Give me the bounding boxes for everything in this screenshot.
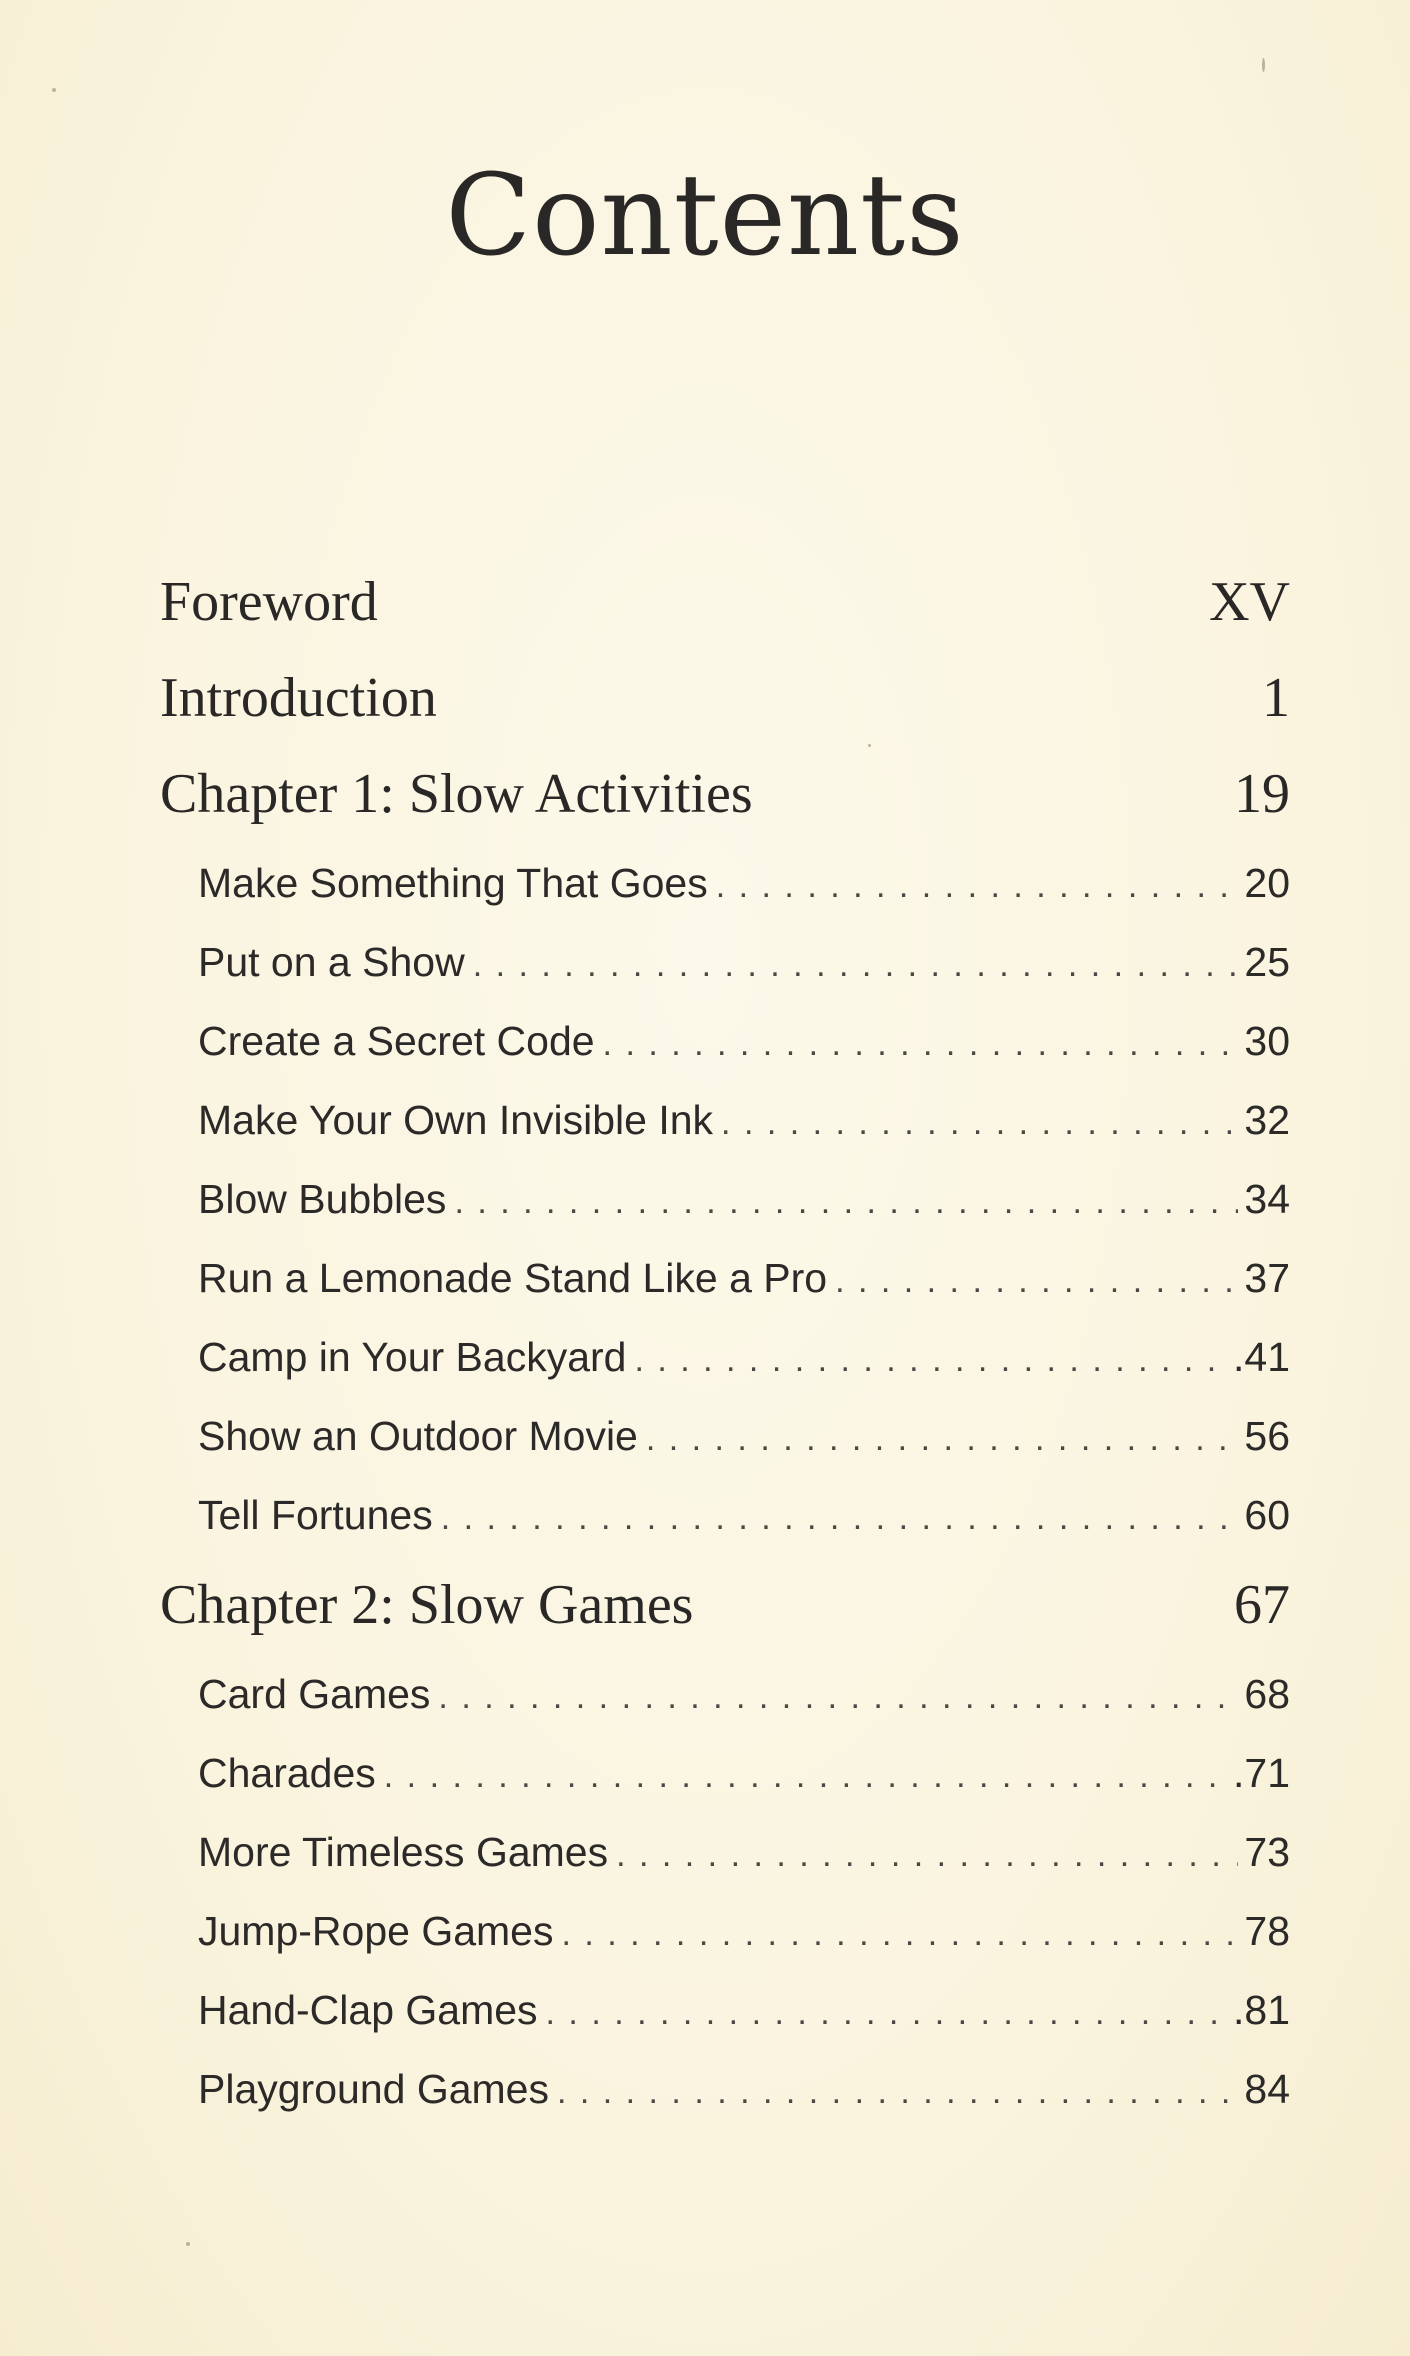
toc-entry-label: Show an Outdoor Movie (198, 1413, 638, 1459)
toc-entry-page: .71 (1233, 1750, 1290, 1796)
paper-speck (52, 88, 56, 92)
dot-leader (473, 946, 1239, 985)
toc-entry-label: Introduction (160, 667, 437, 729)
dot-leader (646, 1420, 1239, 1459)
toc-entry-label: Tell Fortunes (198, 1492, 433, 1538)
toc-entry-page: 56 (1244, 1413, 1290, 1459)
dot-leader (384, 1757, 1227, 1796)
toc-subentry[interactable] (198, 1908, 1290, 1964)
paper-speck (186, 2242, 190, 2246)
toc-entry-label: More Timeless Games (198, 1829, 609, 1875)
toc-entry-chapter-2[interactable] (160, 1573, 1290, 1643)
toc-entry-label: Hand-Clap Games (198, 1987, 538, 2033)
toc-entry-page: 34 (1244, 1176, 1290, 1222)
toc-entry-label: Create a Secret Code (198, 1018, 595, 1064)
dot-leader (557, 2073, 1238, 2112)
toc-entry-page: .41 (1233, 1334, 1290, 1380)
dot-leader (721, 1104, 1238, 1143)
toc-subentry[interactable] (198, 1176, 1290, 1232)
toc-subentry[interactable] (198, 860, 1290, 916)
toc-entry-page: 84 (1244, 2066, 1290, 2112)
toc-entry-label: Chapter 1: Slow Activities (160, 763, 753, 825)
toc-entry-page: 1 (1262, 667, 1290, 729)
dot-leader (716, 867, 1239, 906)
toc-entry-chapter-1[interactable] (160, 762, 1290, 832)
toc-entry-label: Blow Bubbles (198, 1176, 447, 1222)
toc-entry-label: Make Your Own Invisible Ink (198, 1097, 714, 1143)
toc-subentry[interactable] (198, 1750, 1290, 1806)
dot-leader (546, 1994, 1227, 2033)
toc-entry-label: Put on a Show (198, 939, 465, 985)
toc-entry-page: XV (1209, 571, 1290, 633)
dot-leader (454, 1183, 1238, 1222)
toc-subentry[interactable] (198, 1097, 1290, 1153)
toc-entry-page: 60 (1244, 1492, 1290, 1538)
toc-subentry[interactable] (198, 939, 1290, 995)
toc-entry-page: 73 (1244, 1829, 1290, 1875)
toc-entry-page: 67 (1234, 1574, 1290, 1636)
dot-leader (616, 1836, 1238, 1875)
page-title: Contents (445, 151, 965, 281)
toc-subentry[interactable] (198, 1255, 1290, 1311)
toc-subentry[interactable] (198, 1018, 1290, 1074)
toc-entry-page: 68 (1244, 1671, 1290, 1717)
toc-entry-label: Jump-Rope Games (198, 1908, 554, 1954)
toc-entry-page: 25 (1244, 939, 1290, 985)
toc-subentry[interactable] (198, 1413, 1290, 1469)
paper-speck (868, 744, 871, 747)
toc-entry-label: Card Games (198, 1671, 431, 1717)
toc-subentry[interactable] (198, 1987, 1290, 2043)
dot-leader (835, 1262, 1238, 1301)
toc-entry-label: Foreword (160, 571, 378, 633)
toc-entry-label: Chapter 2: Slow Games (160, 1574, 694, 1636)
dot-leader (561, 1915, 1238, 1954)
dot-leader (441, 1499, 1239, 1538)
toc-entry-label: Playground Games (198, 2066, 549, 2112)
toc-subentry[interactable] (198, 2066, 1290, 2122)
toc-entry-page: 37 (1244, 1255, 1290, 1301)
toc-subentry[interactable] (198, 1671, 1290, 1727)
toc-entry-label: Charades (198, 1750, 376, 1796)
paper-speck (1262, 58, 1265, 72)
dot-leader (438, 1678, 1238, 1717)
toc-entry-page: 32 (1244, 1097, 1290, 1143)
toc-entry-foreword[interactable] (160, 570, 1290, 640)
toc-subentry[interactable] (198, 1492, 1290, 1548)
toc-entry-label: Run a Lemonade Stand Like a Pro (198, 1255, 828, 1301)
toc-entry-page: 78 (1244, 1908, 1290, 1954)
toc-subentry[interactable] (198, 1334, 1290, 1390)
toc-entry-page: 30 (1244, 1018, 1290, 1064)
toc-entry-label: Make Something That Goes (198, 860, 708, 906)
toc-entry-introduction[interactable] (160, 666, 1290, 736)
toc-entry-page: 19 (1234, 763, 1290, 825)
dot-leader (634, 1341, 1227, 1380)
dot-leader (603, 1025, 1239, 1064)
toc-entry-page: .81 (1233, 1987, 1290, 2033)
toc-entry-label: Camp in Your Backyard (198, 1334, 627, 1380)
toc-subentry[interactable] (198, 1829, 1290, 1885)
toc-entry-page: 20 (1244, 860, 1290, 906)
